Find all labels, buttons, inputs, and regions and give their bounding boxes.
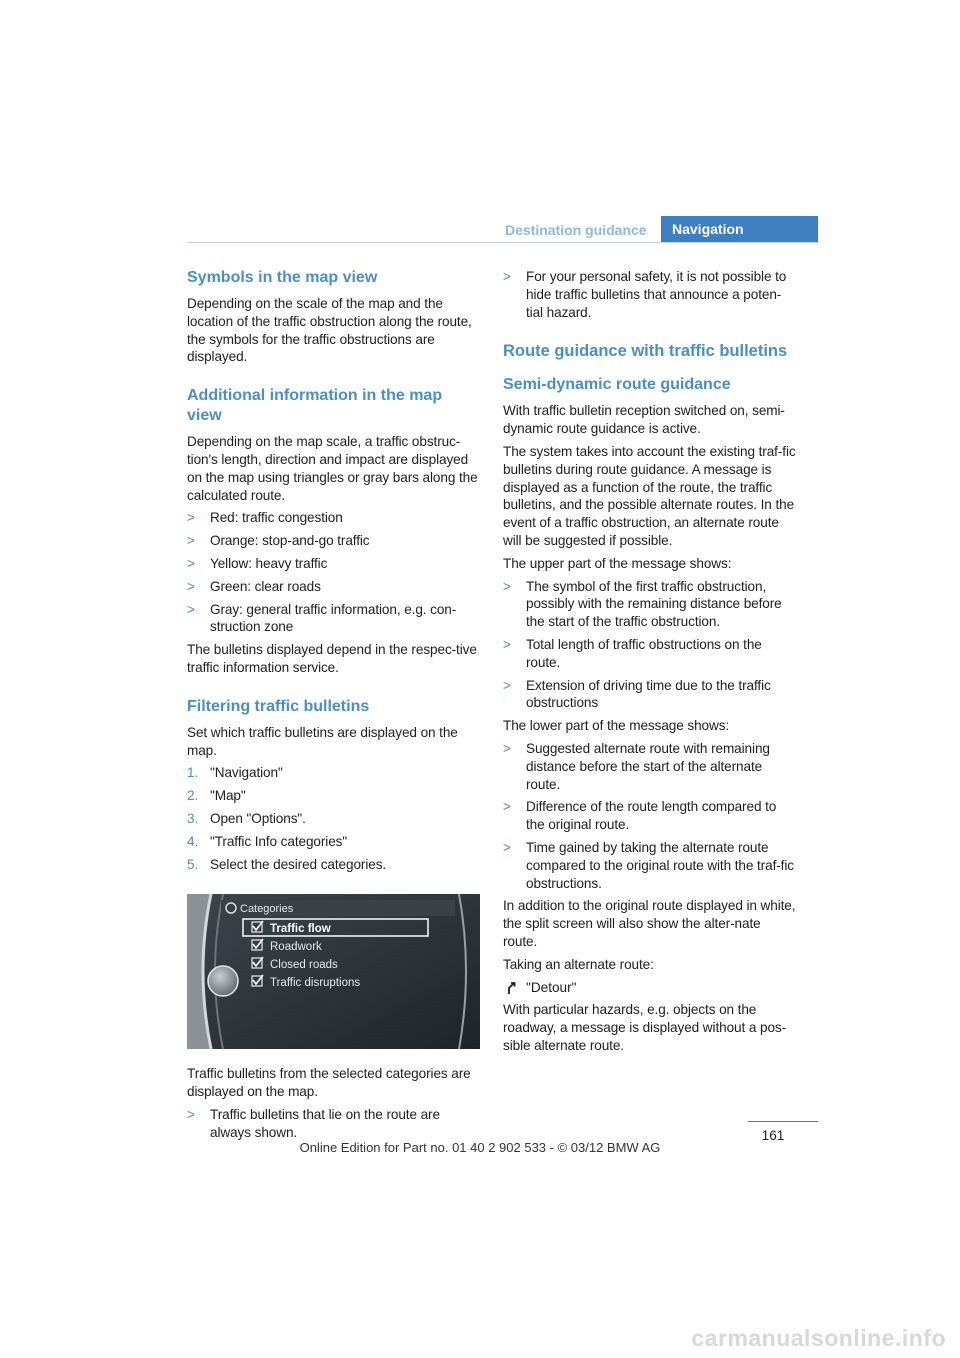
after-screen-text: Traffic bulletins from the selected categories are displayed on the map. bbox=[187, 1066, 471, 1100]
heading-route-guidance: Route guidance with traffic bulletins bbox=[503, 342, 788, 361]
detour-icon bbox=[505, 981, 519, 995]
semi-dynamic-text: With traffic bulletin reception switched on, semi-dynamic route guidance is active. bbox=[503, 403, 785, 437]
bullet-marker: > bbox=[187, 555, 195, 571]
category-item: Roadwork bbox=[270, 941, 322, 954]
page-number-rule bbox=[748, 1121, 818, 1122]
controller-icon bbox=[208, 966, 238, 996]
hazard-text: With particular hazards, e.g. objects on the roadway, a message is displayed without a pos-sible alternate route. bbox=[503, 1002, 787, 1053]
bullet-marker: > bbox=[187, 601, 195, 617]
step-item: 1. "Navigation" bbox=[187, 765, 283, 781]
additional-text: Depending on the map scale, a traffic obstruc-tion's length, direction and impact are displayed on the map using triangles or gray bars along the calculated route. bbox=[187, 434, 478, 503]
list-item: > Total length of traffic obstructions on the route. bbox=[503, 636, 762, 670]
split-screen-text: In addition to the original route displayed in white, the split screen will also show the alter-nate route. bbox=[503, 898, 796, 949]
color-bullet-list bbox=[187, 509, 480, 636]
header-section-title: Destination guidance bbox=[505, 222, 647, 238]
list-item: > Red: traffic congestion bbox=[187, 510, 343, 526]
system-text: The system takes into account the existing traf-fic bulletins during route guidance. A message is displayed as a function of the route, the traffic bulletins, and the possible alternate routes. In the event of a traffic obstruction, an alternate route will be suggested if possible. bbox=[503, 443, 796, 548]
step-item: 2. "Map" bbox=[187, 788, 246, 804]
upper-bullet-list bbox=[503, 578, 798, 713]
screen-title: Categories bbox=[240, 903, 294, 916]
header-chapter-tab: Navigation bbox=[661, 216, 818, 243]
bullet-marker: > bbox=[503, 578, 511, 594]
bullet-marker: > bbox=[503, 799, 511, 815]
bullet-marker: > bbox=[503, 269, 511, 284]
step-item: 5. Select the desired categories. bbox=[187, 856, 387, 872]
heading-semi-dynamic: Semi-dynamic route guidance bbox=[503, 376, 731, 394]
list-item: > Suggested alternate route with remaining distance before the start of the alternate route. bbox=[503, 740, 770, 792]
idrive-categories-screenshot bbox=[187, 894, 480, 1049]
bullet-marker: > bbox=[187, 533, 195, 549]
list-item: > Gray: general traffic information, e.g. con-struction zone bbox=[187, 601, 457, 635]
list-item: > Traffic bulletins that lie on the route are always shown. bbox=[187, 1106, 440, 1140]
screen-graphic bbox=[187, 894, 480, 1049]
list-item: > Difference of the route length compared to the original route. bbox=[503, 799, 777, 833]
alternate-route-text: Taking an alternate route: bbox=[503, 956, 654, 972]
route-bullet-list bbox=[187, 1106, 480, 1142]
heading-filtering: Filtering traffic bulletins bbox=[187, 697, 370, 715]
list-item: > For your personal safety, it is not possible to hide traffic bulletins that announce a poten-tial hazard. bbox=[503, 269, 787, 320]
list-item: > Yellow: heavy traffic bbox=[187, 555, 328, 571]
bullet-marker: > bbox=[187, 510, 195, 526]
list-item: > Extension of driving time due to the traffic obstructions bbox=[503, 677, 771, 711]
list-item: > Orange: stop-and-go traffic bbox=[187, 533, 370, 549]
steps-list bbox=[187, 764, 480, 873]
bullet-marker: > bbox=[503, 740, 511, 756]
lower-intro: The lower part of the message shows: bbox=[503, 718, 730, 734]
right-column bbox=[503, 268, 798, 1060]
watermark: carmanualsonline.info bbox=[691, 1325, 946, 1351]
list-item: > Time gained by taking the alternate route compared to the original route with the traf-fic obstructions. bbox=[503, 839, 794, 891]
heading-additional-info: Additional information in the map view bbox=[187, 387, 443, 425]
bullet-marker: > bbox=[503, 636, 511, 652]
heading-symbols: Symbols in the map view bbox=[187, 269, 378, 286]
bullet-marker: > bbox=[503, 677, 511, 693]
category-item: Traffic disruptions bbox=[270, 977, 361, 990]
bulletins-service-text: The bulletins displayed depend in the respec-tive traffic information service. bbox=[187, 642, 477, 675]
detour-line bbox=[503, 979, 798, 997]
step-item: 3. Open "Options". bbox=[187, 810, 306, 826]
header-divider bbox=[187, 242, 818, 243]
hazard-bullet-list bbox=[503, 268, 798, 321]
page-number: 161 bbox=[761, 1128, 785, 1143]
filtering-text: Set which traffic bulletins are displayed on the map. bbox=[187, 724, 458, 758]
lower-bullet-list bbox=[503, 740, 798, 892]
footer-edition: Online Edition for Part no. 01 40 2 902 533 - © 03/12 BMW AG bbox=[299, 1140, 661, 1155]
step-item: 4. "Traffic Info categories" bbox=[187, 833, 348, 849]
upper-intro: The upper part of the message shows: bbox=[503, 555, 732, 571]
list-item: > Green: clear roads bbox=[187, 578, 321, 594]
bullet-marker: > bbox=[187, 1106, 195, 1122]
category-item: Closed roads bbox=[270, 959, 338, 972]
category-item: Traffic flow bbox=[270, 923, 331, 936]
bullet-marker: > bbox=[503, 839, 511, 855]
bullet-marker: > bbox=[187, 578, 195, 594]
left-column bbox=[187, 268, 480, 1147]
detour-label: "Detour" bbox=[526, 979, 577, 995]
symbols-text: Depending on the scale of the map and the location of the traffic obstruction along the route, the symbols for the traffic obstructions are displayed. bbox=[187, 296, 472, 365]
list-item: > The symbol of the first traffic obstruction, possibly with the remaining distance before the start of the traffic obstruction. bbox=[503, 578, 782, 630]
